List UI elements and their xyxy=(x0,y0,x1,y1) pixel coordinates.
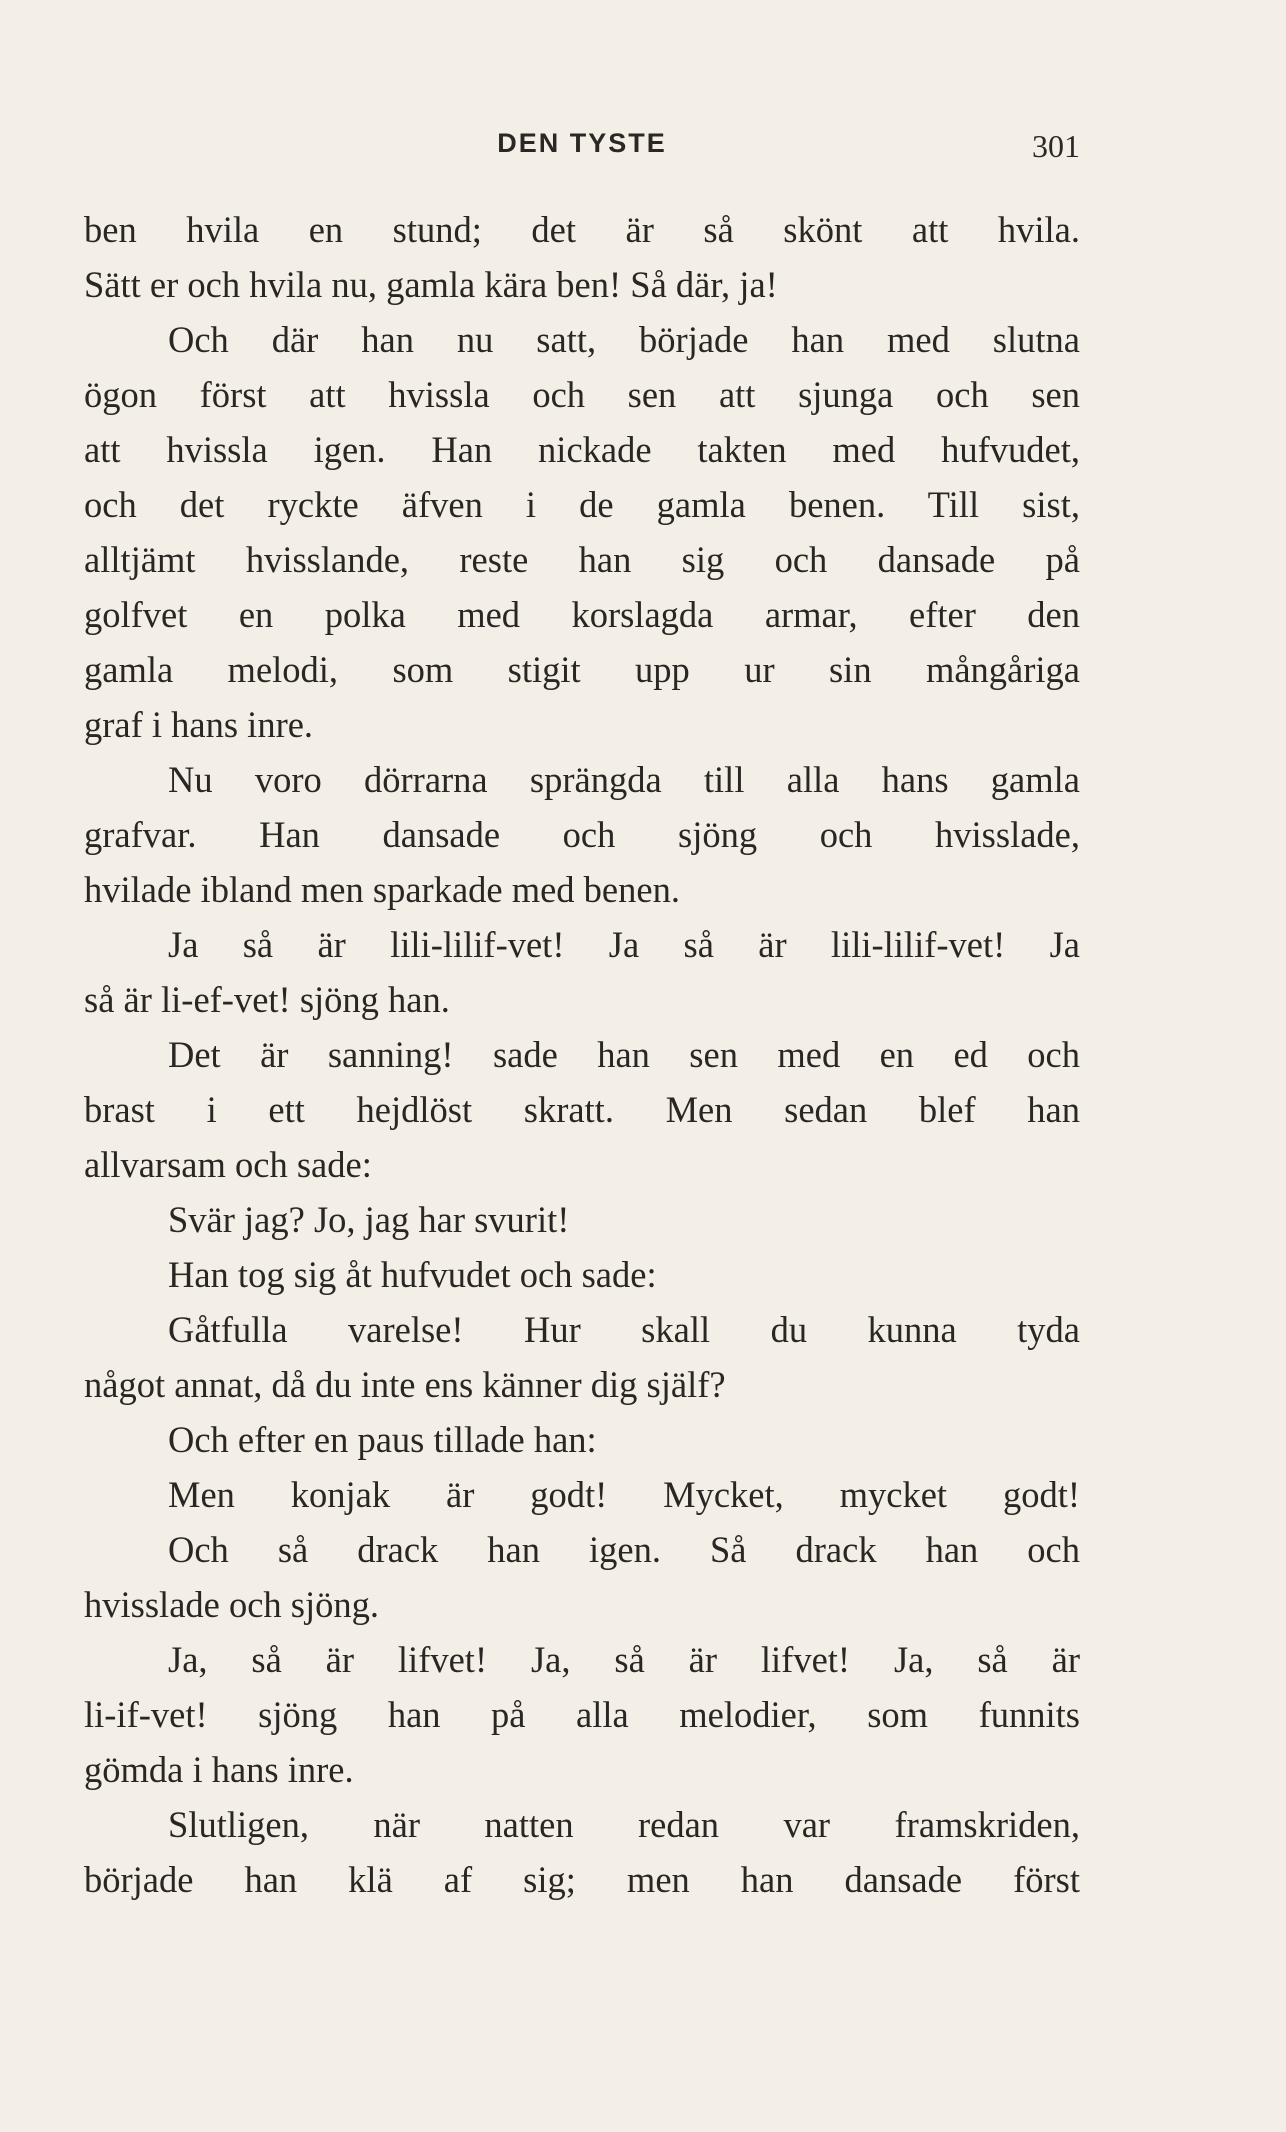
text-line: att hvissla igen. Han nickade takten med hufvudet, xyxy=(84,429,1080,470)
text-line: golfvet en polka med korslagda armar, efter den xyxy=(84,594,1080,635)
text-line: hvisslade och sjöng. xyxy=(84,1584,380,1625)
text-line: så är li-ef-vet! sjöng han. xyxy=(84,979,450,1020)
text-line: gömda i hans inre. xyxy=(84,1749,354,1790)
text-line: allvarsam och sade: xyxy=(84,1144,372,1185)
running-head xyxy=(84,128,1080,168)
page-number: 301 xyxy=(1032,128,1080,164)
text-line: och det ryckte äfven i de gamla benen. Till sist, xyxy=(84,484,1080,525)
text-line: Sätt er och hvila nu, gamla kära ben! Så där, ja! xyxy=(84,264,778,305)
text-line: Och så drack han igen. Så drack han och xyxy=(168,1529,1080,1570)
text-line: ögon först att hvissla och sen att sjunga och sen xyxy=(84,374,1080,415)
text-line: li-if-vet! sjöng han på alla melodier, som funnits xyxy=(84,1694,1080,1735)
text-line: Ja, så är lifvet! Ja, så är lifvet! Ja, så är xyxy=(168,1639,1080,1680)
text-line: brast i ett hejdlöst skratt. Men sedan blef han xyxy=(84,1089,1080,1130)
text-line: Men konjak är godt! Mycket, mycket godt! xyxy=(168,1474,1080,1515)
text-line: Gåtfulla varelse! Hur skall du kunna tyda xyxy=(168,1309,1080,1350)
text-line: Han tog sig åt hufvudet och sade: xyxy=(168,1254,657,1295)
text-line: Ja så är lili-lilif-vet! Ja så är lili-lilif-vet! Ja xyxy=(168,924,1080,965)
text-line: Och där han nu satt, började han med slutna xyxy=(168,319,1080,360)
text-line: började han klä af sig; men han dansade först xyxy=(84,1859,1080,1900)
text-line: Svär jag? Jo, jag har svurit! xyxy=(168,1199,570,1240)
text-line: Det är sanning! sade han sen med en ed och xyxy=(168,1034,1080,1075)
text-line: Nu voro dörrarna sprängda till alla hans gamla xyxy=(168,759,1080,800)
text-line: Och efter en paus tillade han: xyxy=(168,1419,597,1460)
text-line: alltjämt hvisslande, reste han sig och dansade på xyxy=(84,539,1080,580)
text-line: gamla melodi, som stigit upp ur sin mångåriga xyxy=(84,649,1080,690)
text-line: grafvar. Han dansade och sjöng och hvisslade, xyxy=(84,814,1080,855)
text-line: något annat, då du inte ens känner dig själf? xyxy=(84,1364,726,1405)
text-line: Slutligen, när natten redan var framskriden, xyxy=(168,1804,1080,1845)
text-line: ben hvila en stund; det är så skönt att hvila. xyxy=(84,209,1080,250)
text-line: graf i hans inre. xyxy=(84,704,314,745)
running-title: DEN TYSTE xyxy=(497,128,667,158)
text-line: hvilade ibland men sparkade med benen. xyxy=(84,869,680,910)
body-text xyxy=(84,202,1080,1907)
